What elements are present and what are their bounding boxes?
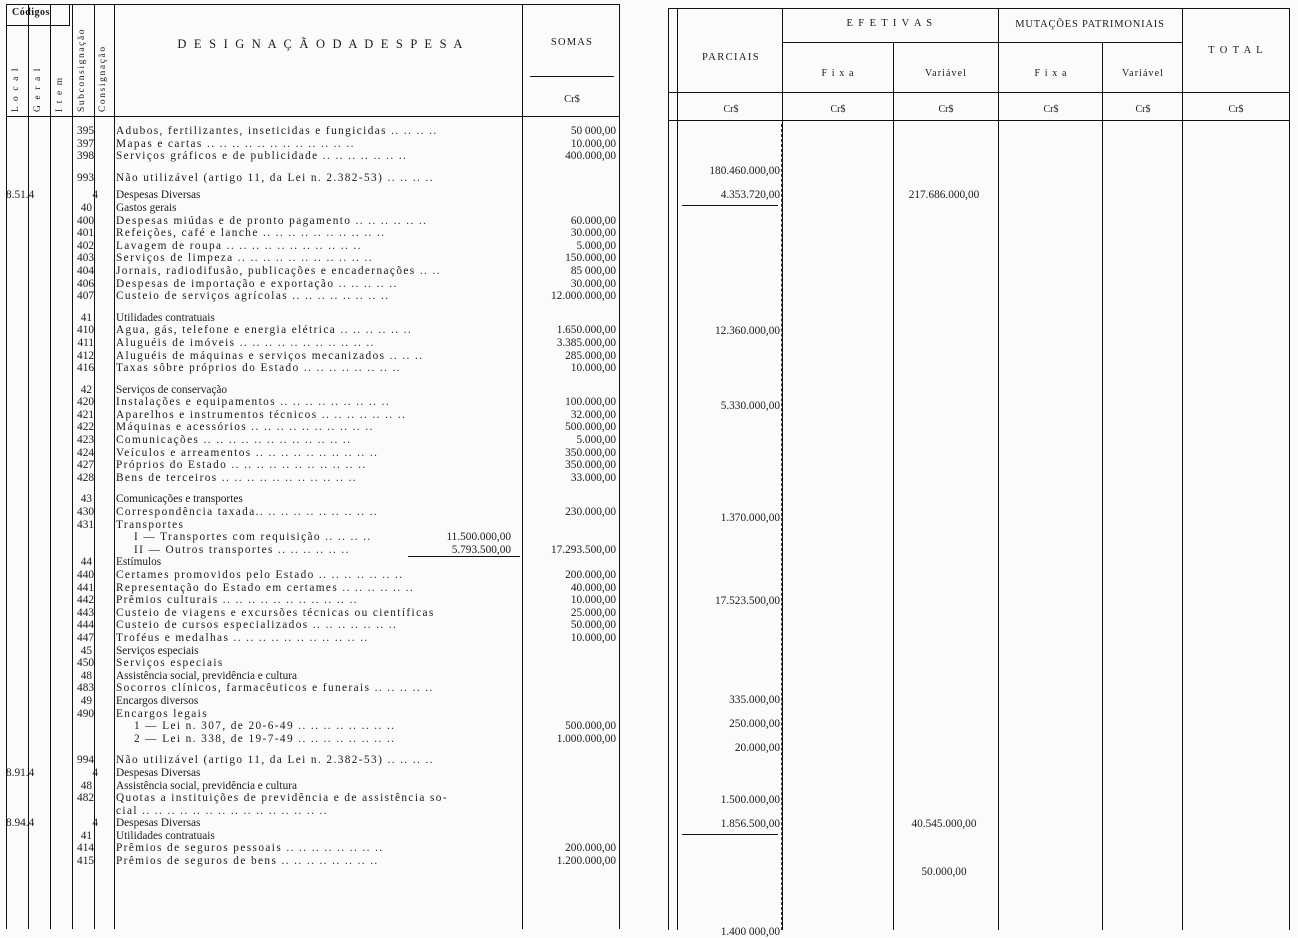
- row-value: 32.000,00: [570, 408, 616, 421]
- row-item-code: 440: [77, 569, 94, 581]
- table-row: [6, 531, 619, 544]
- row-description: Taxas sôbre próprios do Estado .. .. .. .. .. .. .. ..: [116, 362, 402, 375]
- row-description: Aparelhos e instrumentos técnicos .. .. .. .. .. .. ..: [116, 408, 407, 421]
- row-value: 5.000,00: [576, 434, 616, 447]
- efetivas-variavel-amount: 217.686.000,00: [908, 189, 980, 201]
- codigos-label: Códigos: [12, 7, 50, 18]
- col-geral-label: G e r a l: [33, 67, 43, 112]
- rt-parciais-dashed-guide: [781, 124, 782, 930]
- row-description: Jornais, radiodifusão, publicações e encadernações .. ..: [116, 264, 441, 277]
- row-description: Encargos diversos: [116, 694, 199, 707]
- row-description: Lavagem de roupa .. .. .. .. .. .. .. .. .. .. ..: [116, 239, 362, 252]
- row-description: Veículos e arreamentos .. .. .. .. .. .. .. .. .. ..: [116, 446, 379, 459]
- row-item-code: 421: [77, 408, 94, 421]
- row-description: Despesas de importação e exportação .. .. .. .. ..: [116, 277, 398, 290]
- table-row: [6, 447, 619, 460]
- row-description: Assistência social, previdência e cultura: [116, 779, 297, 792]
- row-value: 85 000,00: [570, 264, 616, 277]
- row-description: Despesas miúdas e de pronto pagamento .. .. .. .. .. ..: [116, 214, 428, 227]
- table-row: [6, 252, 619, 265]
- hline-5: [114, 4, 115, 116]
- row-value: 30.000,00: [570, 277, 616, 290]
- header-top-rule: [6, 4, 620, 5]
- hline-6: [522, 4, 523, 116]
- row-item-code: 406: [77, 277, 94, 290]
- row-description: Aluguéis de imóveis .. .. .. .. .. .. .. .. .. .. ..: [116, 336, 375, 349]
- row-sub-code: 41: [80, 829, 92, 842]
- row-value: 50.000,00: [570, 619, 616, 632]
- parciais-amount: 1.500.000,00: [720, 794, 780, 806]
- table-row: [6, 150, 619, 163]
- somas-rule: [530, 76, 614, 77]
- rt-mutacoes-fixa-label: F i x a: [1034, 68, 1068, 79]
- rt-cur-total: Cr$: [1228, 104, 1244, 115]
- table-row: [6, 619, 619, 632]
- row-description: Não utilizável (artigo 11, da Lei n. 2.382-53) .. .. .. ..: [116, 171, 434, 184]
- row-item-code: 994: [77, 754, 94, 767]
- row-value: 400.000,00: [565, 150, 616, 163]
- table-row: [6, 506, 619, 519]
- row-description: Aluguéis de máquinas e serviços mecanizados .. .. ..: [116, 349, 424, 362]
- rt-v-6: [1182, 8, 1183, 930]
- row-sub-code: 48: [80, 779, 92, 792]
- table-row: [6, 324, 619, 337]
- row-subvalue: 11.500.000,00: [446, 531, 511, 544]
- row-description: Prêmios de seguros de bens .. .. .. .. .. .. .. ..: [116, 855, 379, 868]
- table-row: [6, 805, 619, 818]
- row-item-code: 447: [77, 631, 94, 644]
- row-item-code: 411: [77, 336, 94, 349]
- row-item-code: 483: [77, 682, 94, 695]
- row-description: cial .. .. .. .. .. .. .. .. .. .. .. .. .. .. ..: [116, 804, 328, 817]
- row-description: Quotas a instituições de previdência e de assistência so-: [116, 792, 449, 805]
- row-description: Utilidades contratuais: [116, 829, 215, 842]
- table-row: [6, 337, 619, 350]
- row-value: 40.000,00: [570, 581, 616, 594]
- row-item-code: 423: [77, 434, 94, 447]
- rt-mutacoes-label: MUTAÇÕES PATRIMONIAIS: [1015, 19, 1165, 30]
- row-description: Comunicações .. .. .. .. .. .. .. .. .. .. .. ..: [116, 434, 352, 447]
- row-item-code: 403: [77, 252, 94, 265]
- parciais-amount: 12.360.000,00: [715, 325, 780, 337]
- rt-v-1: [677, 8, 678, 930]
- row-item-code: 993: [77, 171, 94, 184]
- table-row: [6, 493, 619, 506]
- table-row: [6, 855, 619, 868]
- table-row: [6, 556, 619, 569]
- row-description: Custeio de serviços agrícolas .. .. .. .. .. .. .. ..: [116, 290, 390, 303]
- row-value: 285.000,00: [565, 349, 616, 362]
- table-row: [6, 754, 619, 767]
- right-table-frame: [668, 8, 1290, 938]
- rt-rule-groups: [782, 42, 1182, 43]
- right-amounts-table: [668, 4, 1292, 938]
- row-description: Despesas Diversas: [116, 189, 201, 202]
- row-item-code: 431: [77, 518, 94, 531]
- table-row: [6, 645, 619, 658]
- table-row: [6, 582, 619, 595]
- row-value: 200.000,00: [565, 842, 616, 855]
- row-item-code: 428: [77, 471, 94, 484]
- row-description: Custeio de cursos especializados .. .. .. .. .. .. ..: [116, 619, 398, 632]
- row-description: II — Outros transportes .. .. .. .. .. ..: [134, 543, 350, 556]
- row-spacer: [6, 745, 619, 754]
- row-description: Não utilizável (artigo 11, da Lei n. 2.382-53) .. .. .. ..: [116, 754, 434, 767]
- row-value: 1.650.000,00: [556, 324, 616, 337]
- row-value: 150.000,00: [565, 252, 616, 265]
- row-item-code: 443: [77, 606, 94, 619]
- row-item-code: 450: [77, 657, 94, 670]
- row-sub-code: 44: [80, 556, 92, 569]
- rt-mutacoes-variavel-label: Variável: [1121, 68, 1165, 79]
- row-item-code: 397: [77, 137, 94, 150]
- row-value: 1.200.000,00: [556, 855, 616, 868]
- row-item-code: 482: [77, 792, 94, 805]
- row-item-code: 416: [77, 362, 94, 375]
- row-item-code: 442: [77, 594, 94, 607]
- bline-7: [619, 117, 620, 929]
- parciais-amount: 180.460.000,00: [709, 165, 780, 177]
- row-item-code: 410: [77, 324, 94, 337]
- table-row: [6, 125, 619, 138]
- row-value: 5.000,00: [576, 239, 616, 252]
- row-description: Certames promovidos pelo Estado .. .. .. .. .. .. ..: [116, 569, 404, 581]
- parciais-total-rule: [682, 205, 778, 206]
- parciais-amount: 1.856.500,00: [720, 818, 780, 830]
- row-value: 3.385.000,00: [556, 336, 616, 349]
- row-item-code: 424: [77, 446, 94, 459]
- row-item-code: 401: [77, 227, 94, 240]
- row-description: Próprios do Estado .. .. .. .. .. .. .. .. .. .. ..: [116, 459, 367, 472]
- row-description: Transportes: [116, 518, 185, 531]
- table-row: [6, 830, 619, 843]
- row-value: 500.000,00: [565, 421, 616, 434]
- left-table-header: [6, 4, 620, 117]
- table-row: [6, 396, 619, 409]
- rt-parciais-label: PARCIAIS: [701, 52, 761, 63]
- rt-efetivas-fixa-label: F i x a: [821, 68, 855, 79]
- table-row: [6, 607, 619, 620]
- row-item-code: 407: [77, 290, 94, 303]
- hline-3: [72, 4, 73, 116]
- row-description: Bens de terceiros .. .. .. .. .. .. .. .. .. .. ..: [116, 471, 357, 484]
- row-sub-code: 4: [92, 817, 98, 830]
- rt-v-5: [1102, 42, 1103, 930]
- row-description: Socorros clínicos, farmacêuticos e funerais .. .. .. .. ..: [116, 682, 434, 695]
- col-item-label: I t e m: [55, 76, 65, 112]
- table-row: [6, 767, 619, 780]
- row-description: Mapas e cartas .. .. .. .. .. .. .. .. .. .. .. ..: [116, 137, 355, 150]
- row-spacer: [6, 484, 619, 493]
- row-sub-code: 48: [80, 669, 92, 682]
- row-description: Despesas Diversas: [116, 766, 201, 779]
- row-description: Correspondência taxada.. .. .. .. .. .. .. .. .. ..: [116, 506, 379, 519]
- table-row: [6, 227, 619, 240]
- row-sub-code: 45: [80, 644, 92, 657]
- table-row: [6, 720, 619, 733]
- row-sub-code: 43: [80, 493, 92, 506]
- row-description: Representação do Estado em certames .. .. .. .. .. ..: [116, 581, 415, 594]
- row-value: 10.000,00: [570, 631, 616, 644]
- rt-rule-currency: [668, 120, 1290, 121]
- row-item-code: 441: [77, 581, 94, 594]
- rt-v-4: [998, 8, 999, 930]
- table-row: [6, 240, 619, 253]
- row-description: Serviços especiais: [116, 644, 199, 657]
- rt-efetivas-variavel-label: Variável: [924, 68, 968, 79]
- row-description: Agua, gás, telefone e energia elétrica .. .. .. .. .. ..: [116, 324, 413, 337]
- table-row: [6, 215, 619, 228]
- row-item-code: 412: [77, 349, 94, 362]
- table-row: [6, 350, 619, 363]
- hline-7: [619, 4, 620, 116]
- left-expense-table: [6, 4, 620, 932]
- row-sub-code: 49: [80, 694, 92, 707]
- row-value: 10.000,00: [570, 594, 616, 607]
- table-row: [6, 459, 619, 472]
- table-row: [6, 695, 619, 708]
- parciais-amount: 1.370.000,00: [720, 512, 780, 524]
- row-subvalue: 5.793.500,00: [451, 543, 511, 556]
- row-description: Estímulos: [116, 556, 162, 569]
- efetivas-variavel-amount: 40.545.000,00: [911, 818, 977, 830]
- row-item-code: 400: [77, 214, 94, 227]
- col-designacao-label: D E S I G N A Ç Ã O D A D E S P E S A: [177, 37, 465, 51]
- rt-rule-subs: [668, 92, 1290, 93]
- row-description: Troféus e medalhas .. .. .. .. .. .. .. .. .. .. ..: [116, 631, 369, 644]
- rt-cur-parciais: Cr$: [723, 104, 739, 115]
- row-sub-code: 4: [92, 766, 98, 779]
- row-local-code: 8.94.4: [6, 817, 35, 830]
- row-description: Prêmios culturais .. .. .. .. .. .. .. .. .. .. ..: [116, 594, 358, 607]
- row-spacer: [6, 303, 619, 312]
- row-description: Assistência social, previdência e cultura: [116, 669, 297, 682]
- rt-cur-ef-fixa: Cr$: [830, 104, 846, 115]
- row-description: Utilidades contratuais: [116, 311, 215, 324]
- row-description: 2 — Lei n. 338, de 19-7-49 .. .. .. .. .. .. .. ..: [134, 732, 396, 745]
- row-value: 30.000,00: [570, 227, 616, 240]
- table-row: [6, 733, 619, 746]
- row-sub-code: 40: [80, 201, 92, 214]
- table-row: [6, 544, 619, 557]
- row-value: 60.000,00: [570, 214, 616, 227]
- row-item-code: 490: [77, 707, 94, 720]
- row-description: Máquinas e acessórios .. .. .. .. .. .. .. .. .. ..: [116, 421, 374, 434]
- parciais-amount: 17.523.500,00: [715, 595, 780, 607]
- rt-rule-top: [668, 8, 1290, 9]
- parciais-amount: 20.000,00: [734, 742, 780, 754]
- table-row: [6, 817, 619, 830]
- col-somas-currency: Cr$: [564, 94, 580, 105]
- rt-v-3: [893, 42, 894, 930]
- rt-v-2: [782, 8, 783, 930]
- row-description: Custeio de viagens e excursões técnicas ou científicas: [116, 606, 435, 619]
- row-value: 17.293.500,00: [551, 543, 616, 556]
- row-description: Encargos legais: [116, 707, 209, 720]
- row-value: 100.000,00: [565, 396, 616, 409]
- table-row: [6, 421, 619, 434]
- table-row: [6, 409, 619, 422]
- table-row: [6, 290, 619, 303]
- row-description: Gastos gerais: [116, 201, 177, 214]
- row-item-code: 414: [77, 842, 94, 855]
- table-row: [6, 265, 619, 278]
- rt-total-label: T O T A L: [1208, 45, 1264, 56]
- row-description: 1 — Lei n. 307, de 20-6-49 .. .. .. .. .. .. .. ..: [134, 720, 396, 733]
- row-item-code: 402: [77, 239, 94, 252]
- parciais-amount: 4.353.720,00: [720, 189, 780, 201]
- row-spacer: [6, 375, 619, 384]
- parciais-amount: 335.000,00: [729, 694, 780, 706]
- table-row: [6, 434, 619, 447]
- col-consignacao-label: Consignação: [98, 45, 108, 112]
- table-row: [6, 278, 619, 291]
- parciais-amount: 1.400 000,00: [720, 926, 780, 938]
- row-value: 200.000,00: [565, 569, 616, 581]
- rt-cur-mut-fixa: Cr$: [1043, 104, 1059, 115]
- table-row: [6, 362, 619, 375]
- parciais-amount: 250.000,00: [729, 718, 780, 730]
- table-row: [6, 670, 619, 683]
- row-description: Prêmios de seguros pessoais .. .. .. .. .. .. .. ..: [116, 842, 384, 855]
- table-row: [6, 172, 619, 185]
- row-description: Comunicações e transportes: [116, 493, 243, 506]
- row-spacer: [6, 163, 619, 172]
- table-row: [6, 202, 619, 215]
- row-value: 10.000,00: [570, 362, 616, 375]
- row-value: 33.000,00: [570, 471, 616, 484]
- table-row: [6, 632, 619, 645]
- row-value: 500.000,00: [565, 720, 616, 733]
- rt-cur-ef-var: Cr$: [938, 104, 954, 115]
- row-description: Serviços especiais: [116, 657, 224, 670]
- table-row: [6, 569, 619, 582]
- row-item-code: 444: [77, 619, 94, 632]
- parciais-total-rule: [682, 834, 778, 835]
- row-value: 10.000,00: [570, 137, 616, 150]
- table-row: [6, 519, 619, 532]
- table-row: [6, 384, 619, 397]
- table-row: [6, 138, 619, 151]
- table-row: [6, 472, 619, 485]
- table-row: [6, 842, 619, 855]
- table-row: [6, 189, 619, 202]
- row-description: Serviços gráficos e de publicidade .. .. .. .. .. .. ..: [116, 150, 408, 163]
- row-value: 350.000,00: [565, 459, 616, 472]
- table-row: [6, 657, 619, 670]
- row-description: Instalações e equipamentos .. .. .. .. .. .. .. .. ..: [116, 396, 391, 409]
- row-sub-code: 4: [92, 189, 98, 202]
- parciais-amount: 5.330.000,00: [720, 400, 780, 412]
- left-table-body: [6, 117, 620, 929]
- efetivas-variavel-amount: 50.000,00: [921, 866, 967, 878]
- col-subconsignacao-label: Subconsignação: [77, 27, 87, 112]
- row-sub-code: 42: [80, 383, 92, 396]
- rt-cur-mut-var: Cr$: [1135, 104, 1151, 115]
- row-item-code: 395: [77, 125, 94, 137]
- row-value: 50 000,00: [570, 125, 616, 137]
- row-local-code: 8.51.4: [6, 189, 35, 202]
- col-somas-label: SOMAS: [550, 37, 594, 48]
- table-row: [6, 708, 619, 721]
- row-item-code: 422: [77, 421, 94, 434]
- table-row: [6, 312, 619, 325]
- row-local-code: 8.91.4: [6, 766, 35, 779]
- table-row: [6, 780, 619, 793]
- row-description: Adubos, fertilizantes, inseticidas e fungicidas .. .. .. ..: [116, 125, 438, 137]
- row-value: 350.000,00: [565, 446, 616, 459]
- table-row: [6, 594, 619, 607]
- row-description: Serviços de conservação: [116, 383, 228, 396]
- row-description: Refeições, café e lanche .. .. .. .. .. .. .. .. .. ..: [116, 227, 386, 240]
- col-local-label: L o c a l: [11, 66, 21, 112]
- row-item-code: 398: [77, 150, 94, 163]
- table-row: [6, 792, 619, 805]
- row-item-code: 415: [77, 855, 94, 868]
- row-item-code: 427: [77, 459, 94, 472]
- rt-efetivas-label: E F E T I V A S: [846, 18, 934, 29]
- rt-v-7: [1289, 8, 1290, 930]
- hline-4: [94, 4, 95, 116]
- row-value: 230.000,00: [565, 506, 616, 519]
- row-description: Despesas Diversas: [116, 817, 201, 830]
- row-item-code: 420: [77, 396, 94, 409]
- row-description: I — Transportes com requisição .. .. .. ..: [134, 531, 372, 544]
- row-value: 1.000.000,00: [556, 732, 616, 745]
- row-sub-code: 41: [80, 311, 92, 324]
- row-item-code: 430: [77, 506, 94, 519]
- rt-v-0: [668, 8, 669, 930]
- table-row: [6, 682, 619, 695]
- row-value: 25.000,00: [570, 606, 616, 619]
- row-item-code: 404: [77, 264, 94, 277]
- row-value: 12.000.000,00: [551, 290, 616, 303]
- row-description: Serviços de limpeza .. .. .. .. .. .. .. .. .. .. ..: [116, 252, 373, 265]
